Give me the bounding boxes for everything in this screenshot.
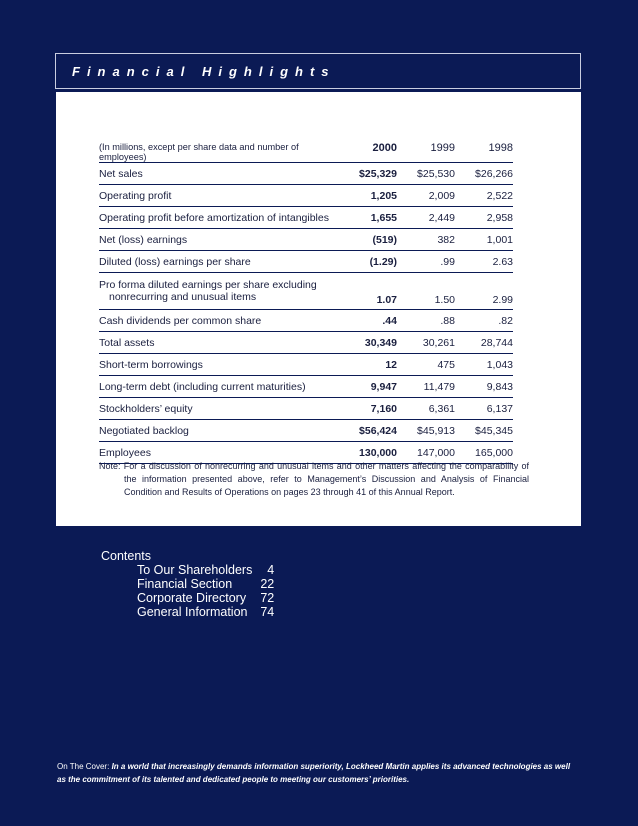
contents-item[interactable] — [137, 605, 274, 619]
row-label: Total assets — [99, 332, 334, 354]
value-1998: 9,843 — [455, 376, 513, 398]
row-label — [99, 273, 334, 310]
value-2000: $56,424 — [334, 420, 397, 442]
contents-item-page: 22 — [260, 577, 275, 591]
contents-item-label: General Information — [137, 605, 248, 619]
table-row — [99, 420, 513, 442]
value-1998: 1,001 — [455, 229, 513, 251]
value-2000: (1.29) — [334, 251, 397, 273]
value-1999: 6,361 — [397, 398, 455, 420]
value-2000: 1.07 — [334, 273, 397, 310]
row-label: Short-term borrowings — [99, 354, 334, 376]
table-row — [99, 398, 513, 420]
row-label: Operating profit — [99, 185, 334, 207]
cover-caption-label: On The Cover: — [57, 762, 110, 771]
table-row — [99, 354, 513, 376]
value-1999: .88 — [397, 310, 455, 332]
value-2000: (519) — [334, 229, 397, 251]
table-row — [99, 229, 513, 251]
row-label: Net (loss) earnings — [99, 229, 334, 251]
page-title: Financial Highlights — [72, 64, 336, 79]
row-label: Long-term debt (including current maturities) — [99, 376, 334, 398]
contents-item-page: 74 — [260, 605, 275, 619]
row-label: Net sales — [99, 163, 334, 185]
value-2000: 7,160 — [334, 398, 397, 420]
table-row — [99, 207, 513, 229]
value-1999: $45,913 — [397, 420, 455, 442]
contents-item-page: 72 — [260, 591, 275, 605]
row-label: Diluted (loss) earnings per share — [99, 251, 334, 273]
contents-list — [137, 563, 274, 619]
row-label: Operating profit before amortization of intangibles — [99, 207, 334, 229]
value-1998: 2.99 — [455, 273, 513, 310]
value-1999: 382 — [397, 229, 455, 251]
value-2000: .44 — [334, 310, 397, 332]
row-label: Negotiated backlog — [99, 420, 334, 442]
value-1998: 28,744 — [455, 332, 513, 354]
value-1998: 1,043 — [455, 354, 513, 376]
value-2000: 30,349 — [334, 332, 397, 354]
year-column-2000: 2000 — [334, 142, 397, 163]
contents-section — [101, 549, 274, 619]
table-row — [99, 332, 513, 354]
value-1999: 2,449 — [397, 207, 455, 229]
financial-highlights-table — [99, 142, 513, 464]
value-1998: $45,345 — [455, 420, 513, 442]
title-bar — [55, 53, 581, 89]
year-column-1998: 1998 — [455, 142, 513, 163]
value-2000: 12 — [334, 354, 397, 376]
table-footnote: Note: For a discussion of nonrecurring and unusual items and other matters affecting the comparability of the information presented above, refer to Management’s Discussion and Analysis of Financial Condition and Results of Operations on pages 23 through 41 of this Annual Report. — [99, 461, 529, 497]
table-row — [99, 273, 513, 310]
value-1998: 2,958 — [455, 207, 513, 229]
contents-item-label: Financial Section — [137, 577, 233, 591]
table-row — [99, 163, 513, 185]
contents-item-label: To Our Shareholders — [137, 563, 253, 577]
value-2000: $25,329 — [334, 163, 397, 185]
value-1999: 11,479 — [397, 376, 455, 398]
table-row — [99, 251, 513, 273]
value-2000: 1,655 — [334, 207, 397, 229]
row-label: Employees — [99, 442, 334, 464]
value-2000: 9,947 — [334, 376, 397, 398]
contents-heading: Contents — [101, 549, 152, 563]
financial-highlights-panel — [56, 92, 581, 526]
value-1999: $25,530 — [397, 163, 455, 185]
value-1999: 475 — [397, 354, 455, 376]
table-header-row — [99, 142, 513, 163]
value-1998: 165,000 — [455, 442, 513, 464]
contents-item-page: 4 — [267, 563, 275, 577]
row-label-line2: nonrecurring and unusual items — [109, 291, 257, 303]
row-label: Cash dividends per common share — [99, 310, 334, 332]
value-1998: 2.63 — [455, 251, 513, 273]
value-1998: 2,522 — [455, 185, 513, 207]
contents-item[interactable] — [137, 563, 274, 577]
value-1999: 30,261 — [397, 332, 455, 354]
value-1998: $26,266 — [455, 163, 513, 185]
table-row — [99, 185, 513, 207]
table-row — [99, 310, 513, 332]
year-column-1999: 1999 — [397, 142, 455, 163]
value-1998: .82 — [455, 310, 513, 332]
row-label-line1: Pro forma diluted earnings per share excluding — [99, 279, 317, 291]
table-header-label: (In millions, except per share data and number of employees) — [99, 142, 334, 163]
value-1999: 1.50 — [397, 273, 455, 310]
cover-caption — [57, 760, 577, 786]
cover-caption-text: In a world that increasingly demands information superiority, Lockheed Martin applies its advanced technologies as well as the commitment of its talented and dedicated people to meeting our customers’ priorities. — [57, 762, 571, 784]
value-1999: 147,000 — [397, 442, 455, 464]
value-1999: 2,009 — [397, 185, 455, 207]
value-2000: 1,205 — [334, 185, 397, 207]
contents-item[interactable] — [137, 577, 274, 591]
contents-item-label: Corporate Directory — [137, 591, 247, 605]
value-1999: .99 — [397, 251, 455, 273]
row-label: Stockholders’ equity — [99, 398, 334, 420]
contents-item[interactable] — [137, 591, 274, 605]
table-row — [99, 376, 513, 398]
value-2000: 130,000 — [334, 442, 397, 464]
value-1998: 6,137 — [455, 398, 513, 420]
